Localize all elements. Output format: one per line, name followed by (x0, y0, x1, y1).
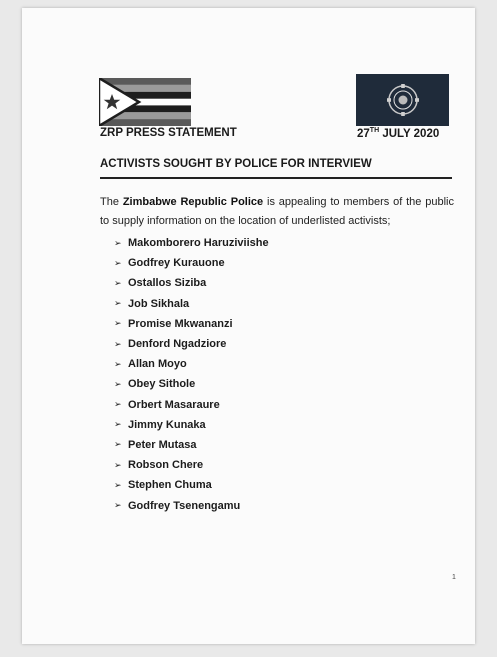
document-page (22, 8, 475, 644)
arrowhead-bullet-icon: ➢ (114, 277, 122, 288)
list-item (114, 253, 269, 273)
list-item (114, 475, 269, 495)
list-item (114, 395, 269, 415)
arrowhead-bullet-icon: ➢ (114, 257, 122, 268)
activist-name: Godfrey Tsenengamu (128, 499, 241, 512)
list-item (114, 273, 269, 293)
activist-name: Peter Mutasa (128, 438, 197, 451)
activist-name: Godfrey Kurauone (128, 257, 225, 270)
statement-date: 27TH JULY 2020 (357, 127, 440, 140)
activist-name: Jimmy Kunaka (128, 418, 206, 431)
arrowhead-bullet-icon: ➢ (114, 237, 122, 248)
activist-name: Robson Chere (128, 459, 204, 472)
title-underline (100, 177, 452, 179)
list-item (114, 374, 269, 394)
arrowhead-bullet-icon: ➢ (114, 358, 122, 369)
activist-name: Orbert Masaraure (128, 398, 220, 411)
list-item (114, 415, 269, 435)
arrowhead-bullet-icon: ➢ (114, 378, 122, 389)
activist-name: Promise Mkwananzi (128, 317, 233, 330)
activist-name: Stephen Chuma (128, 479, 212, 492)
intro-paragraph: The Zimbabwe Republic Police is appealing to members of the public to supply information on the location of underlisted activists; (100, 196, 454, 227)
arrowhead-bullet-icon: ➢ (114, 479, 122, 490)
arrowhead-bullet-icon: ➢ (114, 459, 122, 470)
activist-list (114, 233, 269, 516)
list-item (114, 455, 269, 475)
police-seal-icon (356, 74, 449, 126)
list-item (114, 233, 269, 253)
arrowhead-bullet-icon: ➢ (114, 298, 122, 309)
arrowhead-bullet-icon: ➢ (114, 318, 122, 329)
list-item (114, 435, 269, 455)
arrowhead-bullet-icon: ➢ (114, 399, 122, 410)
zimbabwe-flag-icon (99, 78, 191, 126)
list-item (114, 314, 269, 334)
arrowhead-bullet-icon: ➢ (114, 500, 122, 511)
page-number: 1 (452, 574, 456, 581)
activist-name: Ostallos Siziba (128, 277, 207, 290)
arrowhead-bullet-icon: ➢ (114, 439, 122, 450)
list-item (114, 334, 269, 354)
list-item (114, 354, 269, 374)
activist-name: Allan Moyo (128, 358, 187, 371)
arrowhead-bullet-icon: ➢ (114, 338, 122, 349)
activist-name: Obey Sithole (128, 378, 196, 391)
activist-name: Denford Ngadziore (128, 338, 227, 351)
list-item (114, 495, 269, 515)
statement-title: ACTIVISTS SOUGHT BY POLICE FOR INTERVIEW (100, 158, 372, 170)
activist-name: Job Sikhala (128, 297, 190, 310)
arrowhead-bullet-icon: ➢ (114, 419, 122, 430)
list-item (114, 294, 269, 314)
press-statement-label: ZRP PRESS STATEMENT (100, 127, 237, 139)
activist-name: Makomborero Haruziviishe (128, 237, 269, 250)
